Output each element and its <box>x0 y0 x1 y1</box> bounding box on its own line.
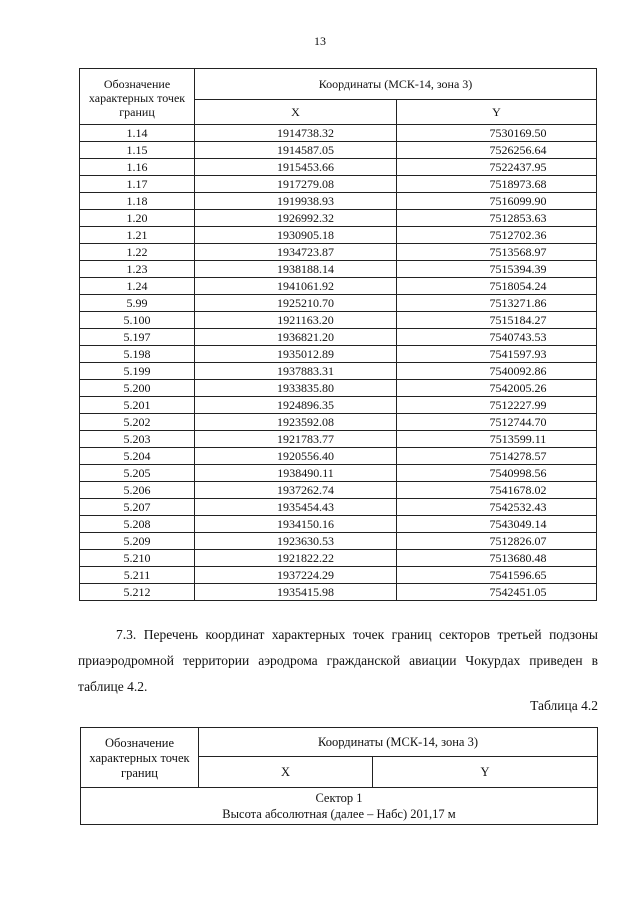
y-cell-value: 7541597.93 <box>489 346 547 361</box>
point-id-cell: 5.202 <box>80 414 195 431</box>
point-id-cell: 1.24 <box>80 278 195 295</box>
table-row <box>80 125 597 142</box>
y-cell <box>397 516 597 533</box>
header-y: Y <box>373 757 598 788</box>
table-row <box>80 448 597 465</box>
x-cell-value: 1935012.89 <box>277 346 334 361</box>
x-cell <box>195 193 397 210</box>
x-cell-value: 1934723.87 <box>277 244 334 259</box>
x-cell <box>195 244 397 261</box>
x-cell <box>195 584 397 601</box>
point-id-cell: 5.201 <box>80 397 195 414</box>
x-cell <box>195 397 397 414</box>
x-cell <box>195 261 397 278</box>
sector-title: Сектор 1 <box>315 791 363 805</box>
table-row <box>80 499 597 516</box>
sector-cell <box>81 788 598 825</box>
x-cell-value: 1917279.08 <box>277 176 334 191</box>
table-row <box>80 278 597 295</box>
x-cell-value: 1935415.98 <box>277 584 334 599</box>
y-cell-value: 7541596.65 <box>489 567 547 582</box>
y-cell-value: 7515394.39 <box>489 261 547 276</box>
table-row <box>80 193 597 210</box>
x-cell <box>195 278 397 295</box>
header-point-designation: Обозначение характерных точек границ <box>81 728 199 788</box>
table-row <box>80 397 597 414</box>
x-cell <box>195 380 397 397</box>
x-cell-value: 1915453.66 <box>277 159 334 174</box>
y-cell-value: 7542532.43 <box>489 499 547 514</box>
x-cell-value: 1914738.32 <box>277 125 334 140</box>
point-id-cell: 5.198 <box>80 346 195 363</box>
point-id-cell: 5.100 <box>80 312 195 329</box>
table-row <box>80 431 597 448</box>
y-cell <box>397 193 597 210</box>
point-id-cell: 1.18 <box>80 193 195 210</box>
x-cell <box>195 431 397 448</box>
x-cell <box>195 448 397 465</box>
point-id-cell: 5.212 <box>80 584 195 601</box>
x-cell <box>195 465 397 482</box>
x-cell-value: 1938490.11 <box>277 465 334 480</box>
y-cell <box>397 448 597 465</box>
y-cell <box>397 244 597 261</box>
y-cell <box>397 278 597 295</box>
point-id-cell: 5.209 <box>80 533 195 550</box>
x-cell-value: 1941061.92 <box>277 278 334 293</box>
y-cell <box>397 261 597 278</box>
table-row <box>80 210 597 227</box>
paragraph-7-3 <box>78 622 598 700</box>
header-coordinates: Координаты (МСК-14, зона 3) <box>199 728 598 757</box>
point-id-cell: 5.204 <box>80 448 195 465</box>
x-cell-value: 1937224.29 <box>277 567 334 582</box>
y-cell-value: 7512853.63 <box>489 210 547 225</box>
table-row <box>80 363 597 380</box>
point-id-cell: 5.99 <box>80 295 195 312</box>
x-cell <box>195 210 397 227</box>
x-cell-value: 1919938.93 <box>277 193 334 208</box>
y-cell-value: 7540998.56 <box>489 465 547 480</box>
y-cell <box>397 227 597 244</box>
x-cell-value: 1921163.20 <box>277 312 334 327</box>
table-row <box>80 159 597 176</box>
x-cell-value: 1926992.32 <box>277 210 334 225</box>
point-id-cell: 1.22 <box>80 244 195 261</box>
table-row <box>80 380 597 397</box>
y-cell-value: 7512744.70 <box>489 414 547 429</box>
table-row <box>80 414 597 431</box>
x-cell-value: 1934150.16 <box>277 516 334 531</box>
x-cell-value: 1930905.18 <box>277 227 334 242</box>
y-cell <box>397 380 597 397</box>
y-cell-value: 7543049.14 <box>489 516 547 531</box>
point-id-cell: 5.211 <box>80 567 195 584</box>
y-cell <box>397 482 597 499</box>
y-cell <box>397 159 597 176</box>
x-cell-value: 1914587.05 <box>277 142 334 157</box>
y-cell-value: 7513599.11 <box>489 431 547 446</box>
table-caption: Таблица 4.2 <box>530 698 598 713</box>
sector-height: Высота абсолютная (далее – Набс) 201,17 м <box>222 807 456 821</box>
y-cell-value: 7516099.90 <box>489 193 547 208</box>
table-row <box>80 312 597 329</box>
x-cell-value: 1921783.77 <box>277 431 334 446</box>
x-cell-value: 1925210.70 <box>277 295 334 310</box>
table-row <box>80 533 597 550</box>
y-cell <box>397 567 597 584</box>
x-cell <box>195 176 397 193</box>
page-number: 13 <box>314 34 326 48</box>
y-cell <box>397 210 597 227</box>
x-cell-value: 1921822.22 <box>277 550 334 565</box>
x-cell <box>195 346 397 363</box>
y-cell <box>397 125 597 142</box>
y-cell-value: 7518973.68 <box>489 176 547 191</box>
table-row <box>80 227 597 244</box>
point-id-cell: 5.203 <box>80 431 195 448</box>
y-cell-value: 7514278.57 <box>489 448 547 463</box>
table-row <box>80 465 597 482</box>
point-id-cell: 1.15 <box>80 142 195 159</box>
table-row <box>80 176 597 193</box>
x-cell <box>195 567 397 584</box>
x-cell-value: 1935454.43 <box>277 499 334 514</box>
x-cell <box>195 499 397 516</box>
y-cell <box>397 176 597 193</box>
y-cell <box>397 465 597 482</box>
x-cell <box>195 295 397 312</box>
table-row <box>80 261 597 278</box>
y-cell-value: 7518054.24 <box>489 278 547 293</box>
table-row <box>80 482 597 499</box>
y-cell-value: 7513271.86 <box>489 295 547 310</box>
y-cell <box>397 550 597 567</box>
y-cell <box>397 533 597 550</box>
y-cell <box>397 142 597 159</box>
table-row <box>80 329 597 346</box>
y-cell-value: 7513680.48 <box>489 550 547 565</box>
table-row <box>80 142 597 159</box>
y-cell <box>397 295 597 312</box>
table-header-row <box>80 69 597 100</box>
point-id-cell: 1.17 <box>80 176 195 193</box>
point-id-cell: 1.20 <box>80 210 195 227</box>
y-cell-value: 7522437.95 <box>489 159 547 174</box>
y-cell <box>397 584 597 601</box>
coordinates-table-4-2 <box>80 727 598 825</box>
x-cell-value: 1937262.74 <box>277 482 334 497</box>
point-id-cell: 5.210 <box>80 550 195 567</box>
sector-row <box>81 788 598 825</box>
header-coordinates: Координаты (МСК-14, зона 3) <box>195 69 597 100</box>
table-row <box>80 584 597 601</box>
x-cell <box>195 227 397 244</box>
header-point-designation: Обозначение характерных точек границ <box>80 69 195 125</box>
table-row <box>80 550 597 567</box>
x-cell <box>195 125 397 142</box>
x-cell-value: 1933835.80 <box>277 380 334 395</box>
x-cell <box>195 142 397 159</box>
y-cell-value: 7512702.36 <box>489 227 547 242</box>
x-cell <box>195 414 397 431</box>
y-cell-value: 7526256.64 <box>489 142 547 157</box>
y-cell <box>397 312 597 329</box>
point-id-cell: 5.199 <box>80 363 195 380</box>
x-cell-value: 1923592.08 <box>277 414 334 429</box>
point-id-cell: 5.207 <box>80 499 195 516</box>
x-cell-value: 1920556.40 <box>277 448 334 463</box>
x-cell <box>195 363 397 380</box>
y-cell-value: 7541678.02 <box>489 482 547 497</box>
x-cell <box>195 482 397 499</box>
header-y: Y <box>397 100 597 125</box>
x-cell <box>195 533 397 550</box>
x-cell <box>195 550 397 567</box>
table-header-row <box>81 728 598 757</box>
point-id-cell: 5.197 <box>80 329 195 346</box>
y-cell <box>397 397 597 414</box>
header-x: X <box>195 100 397 125</box>
table-row <box>80 346 597 363</box>
y-cell <box>397 346 597 363</box>
x-cell-value: 1938188.14 <box>277 261 334 276</box>
y-cell <box>397 499 597 516</box>
x-cell-value: 1937883.31 <box>277 363 334 378</box>
y-cell <box>397 363 597 380</box>
x-cell <box>195 329 397 346</box>
table-row <box>80 516 597 533</box>
y-cell <box>397 414 597 431</box>
point-id-cell: 1.14 <box>80 125 195 142</box>
x-cell <box>195 516 397 533</box>
point-id-cell: 5.200 <box>80 380 195 397</box>
y-cell-value: 7512227.99 <box>489 397 547 412</box>
table-row <box>80 244 597 261</box>
x-cell-value: 1936821.20 <box>277 329 334 344</box>
y-cell-value: 7513568.97 <box>489 244 547 259</box>
header-x: X <box>199 757 373 788</box>
y-cell-value: 7540743.53 <box>489 329 547 344</box>
point-id-cell: 1.21 <box>80 227 195 244</box>
coordinates-table <box>79 68 597 601</box>
x-cell-value: 1924896.35 <box>277 397 334 412</box>
y-cell-value: 7540092.86 <box>489 363 547 378</box>
point-id-cell: 1.23 <box>80 261 195 278</box>
x-cell <box>195 159 397 176</box>
y-cell <box>397 329 597 346</box>
y-cell-value: 7515184.27 <box>489 312 547 327</box>
table-row <box>80 295 597 312</box>
x-cell-value: 1923630.53 <box>277 533 334 548</box>
point-id-cell: 5.206 <box>80 482 195 499</box>
x-cell <box>195 312 397 329</box>
y-cell-value: 7512826.07 <box>489 533 547 548</box>
table-row <box>80 567 597 584</box>
point-id-cell: 1.16 <box>80 159 195 176</box>
paragraph-text: 7.3. Перечень координат характерных точек границ секторов третьей подзоны приаэродромной территории аэродрома гражданской авиации Чокурдах приведен в таблице 4.2. <box>78 627 598 694</box>
y-cell-value: 7542005.26 <box>489 380 547 395</box>
point-id-cell: 5.208 <box>80 516 195 533</box>
y-cell-value: 7530169.50 <box>489 125 547 140</box>
y-cell-value: 7542451.05 <box>489 584 547 599</box>
point-id-cell: 5.205 <box>80 465 195 482</box>
y-cell <box>397 431 597 448</box>
